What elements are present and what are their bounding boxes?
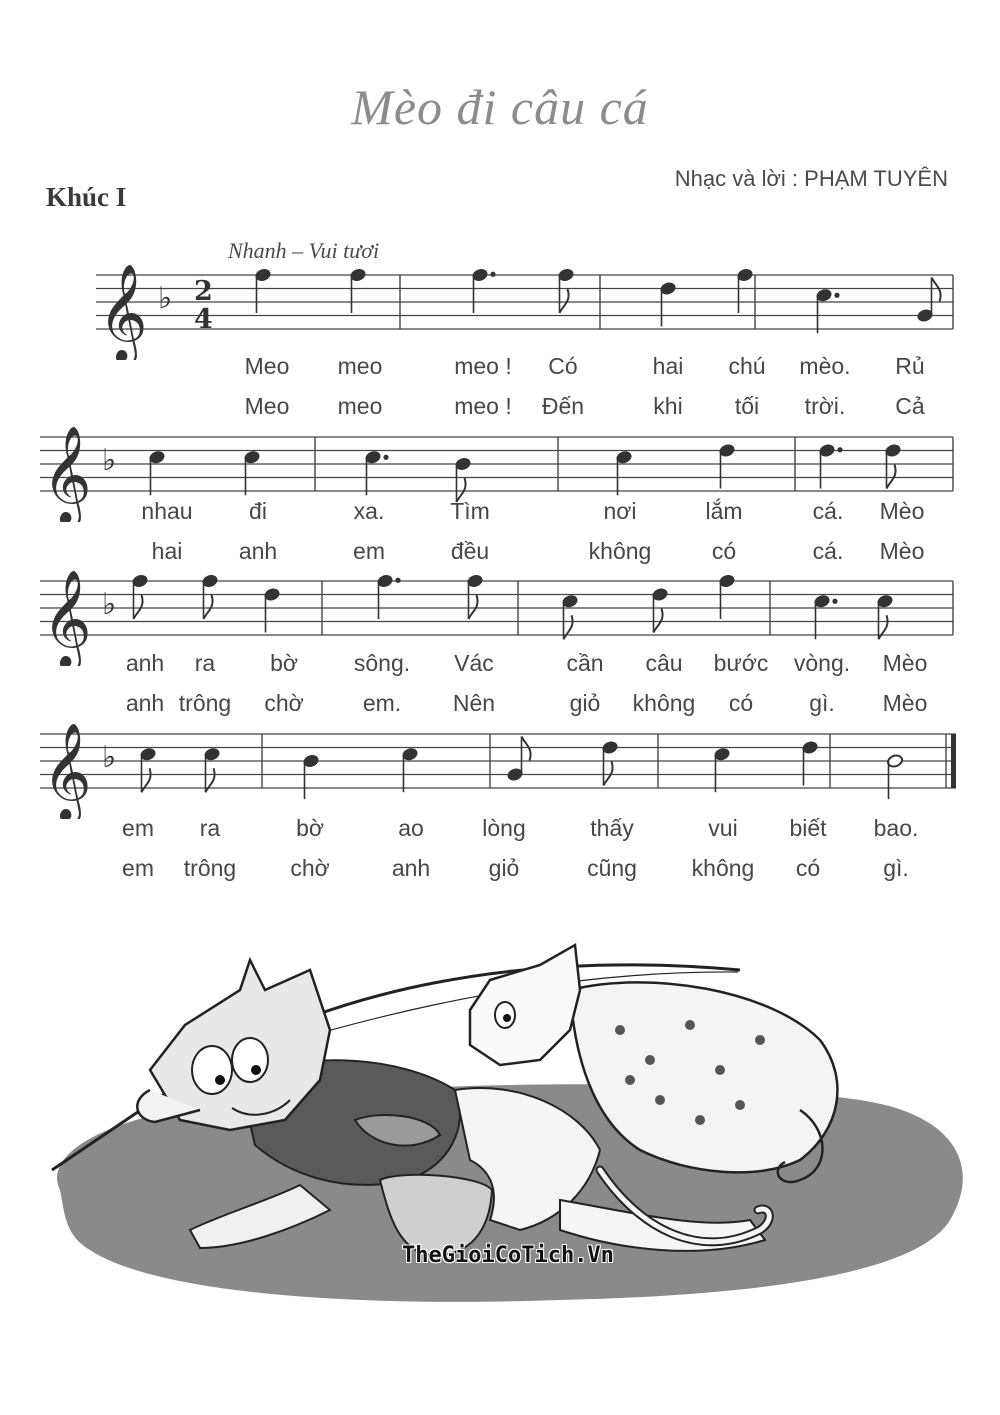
lyric-syllable: chờ: [264, 690, 304, 716]
lyric-syllable: có: [795, 855, 821, 881]
music-note: [401, 747, 418, 792]
note-dot: [834, 293, 839, 298]
music-note: [254, 268, 271, 313]
lyric-syllable: cần: [566, 650, 604, 676]
lyric-syllable: Mèo: [879, 538, 925, 564]
lyric-syllable: Meo: [244, 353, 290, 379]
lyric-syllable: Meo: [244, 393, 290, 419]
music-note: [736, 268, 753, 313]
note-dot: [832, 599, 837, 604]
lyric-syllable: giỏ: [488, 855, 520, 881]
lyric-syllable: có: [728, 690, 754, 716]
music-note: [131, 574, 148, 619]
cats-fishing-illustration: [0, 930, 1000, 1330]
lyric-syllable: sông.: [353, 650, 411, 676]
treble-clef-icon: 𝄞: [42, 569, 92, 666]
note-flag: [469, 595, 478, 619]
note-flag: [560, 289, 569, 313]
music-note: [601, 740, 618, 785]
lyric-syllable: anh: [125, 650, 165, 676]
lyric-syllable: anh: [391, 855, 431, 881]
music-note: [263, 587, 280, 632]
flat-sign-icon: ♭: [102, 443, 117, 478]
lyric-syllable: câu: [645, 650, 683, 676]
lyric-syllable: cũng: [587, 855, 637, 881]
lyric-syllable: hai: [652, 353, 684, 379]
note-flag: [932, 278, 941, 302]
note-flag: [887, 465, 896, 489]
lyric-syllable: em: [122, 815, 154, 841]
music-note: [615, 450, 632, 495]
music-note: [243, 450, 260, 495]
lyric-syllable: có: [711, 538, 737, 564]
time-signature-top: 2: [194, 276, 213, 307]
music-note: [139, 747, 156, 792]
song-title: Mèo đi câu cá: [351, 79, 649, 135]
lyric-syllable: bờ: [270, 650, 298, 676]
music-note: [376, 574, 400, 619]
lyric-syllable: nơi: [603, 498, 637, 524]
lyric-syllable: Mèo: [882, 690, 928, 716]
lyric-syllable: không: [632, 690, 696, 716]
final-bar-line: [951, 734, 956, 788]
lyric-syllable: Tìm: [450, 498, 490, 524]
music-note: [815, 288, 839, 333]
lyric-syllable: Có: [548, 353, 578, 379]
watermark-text: TheGioiCoTich.Vn: [402, 1243, 614, 1268]
lyric-syllable: cá.: [812, 538, 844, 564]
lyric-syllable: em: [122, 855, 154, 881]
music-note: [466, 574, 483, 619]
lyric-syllable: nhau: [141, 498, 193, 524]
lyric-syllable: anh: [238, 538, 278, 564]
lyric-syllable: meo: [337, 393, 383, 419]
note-flag: [522, 737, 531, 761]
music-note: [651, 587, 668, 632]
tempo-marking: Nhanh – Vui tươi: [228, 238, 380, 263]
music-note: [454, 457, 471, 502]
lyric-syllable: em.: [362, 690, 402, 716]
lyric-syllable: không: [691, 855, 755, 881]
lyric-syllable: em: [353, 538, 385, 564]
time-signature-bottom: 4: [194, 304, 213, 335]
music-note: [876, 594, 893, 639]
note-flag: [564, 615, 573, 639]
lyric-syllable: lắm: [705, 498, 743, 524]
lyric-syllable: xa.: [353, 498, 385, 524]
lyric-syllable: khi: [653, 393, 683, 419]
note-flag: [204, 595, 213, 619]
music-note: [561, 594, 578, 639]
music-note: [557, 268, 574, 313]
note-flag: [604, 762, 613, 786]
lyric-syllable: thấy: [590, 815, 634, 841]
note-flag: [654, 609, 663, 633]
lyric-syllable: đều: [450, 538, 490, 564]
flat-sign-icon: ♭: [158, 281, 173, 316]
music-note: [349, 268, 366, 313]
note-dot: [383, 455, 388, 460]
lyric-syllable: Rủ: [895, 353, 925, 379]
cat-head-icon: [470, 945, 580, 1065]
staff-system-4: [0, 709, 1000, 819]
music-note: [364, 450, 388, 495]
music-note: [886, 754, 903, 799]
lyric-syllable: Nên: [452, 690, 496, 716]
lyric-syllable: gì.: [809, 690, 835, 716]
lyric-syllable: meo: [337, 353, 383, 379]
lyric-syllable: giỏ: [569, 690, 601, 716]
lyric-syllable: cá.: [812, 498, 844, 524]
note-flag: [134, 595, 143, 619]
music-note: [713, 747, 730, 792]
lyric-syllable: gì.: [883, 855, 909, 881]
lyric-syllable: hai: [151, 538, 183, 564]
lyric-syllable: bao.: [873, 815, 919, 841]
music-note: [148, 450, 165, 495]
lyric-syllable: chờ: [290, 855, 330, 881]
section-label: Khúc I: [46, 182, 127, 212]
lyric-syllable: đi: [249, 498, 267, 524]
note-flag: [879, 615, 888, 639]
lyric-syllable: vòng.: [793, 650, 851, 676]
music-note: [659, 281, 676, 326]
note-dot: [490, 272, 495, 277]
lyric-syllable: không: [588, 538, 652, 564]
lyric-syllable: meo !: [454, 353, 512, 379]
composer-credit: Nhạc và lời : PHẠM TUYÊN: [674, 166, 948, 191]
note-flag: [142, 768, 151, 792]
lyric-syllable: Vác: [454, 650, 494, 676]
lyric-syllable: Cả: [895, 393, 925, 419]
music-note: [718, 443, 735, 488]
flat-sign-icon: ♭: [102, 587, 117, 622]
lyric-syllable: vui: [708, 815, 738, 841]
music-note: [471, 268, 495, 313]
lyric-syllable: mèo.: [799, 353, 851, 379]
lyric-syllable: ao: [398, 815, 424, 841]
flat-sign-icon: ♭: [102, 740, 117, 775]
lyric-syllable: trông: [183, 855, 237, 881]
lyric-syllable: bước: [713, 650, 769, 676]
lyric-syllable: lòng: [482, 815, 526, 841]
lyric-syllable: biết: [789, 815, 827, 841]
note-dot: [837, 447, 842, 452]
music-note: [201, 574, 218, 619]
lyric-syllable: trông: [178, 690, 232, 716]
note-dot: [395, 578, 400, 583]
lyric-syllable: meo !: [454, 393, 512, 419]
treble-clef-icon: 𝄞: [98, 263, 148, 360]
music-note: [884, 443, 901, 488]
lyric-syllable: anh: [125, 690, 165, 716]
lyric-syllable: tối: [734, 393, 760, 419]
lyric-syllable: ra: [194, 650, 216, 676]
music-note: [203, 747, 220, 792]
lyric-syllable: chú: [728, 353, 766, 379]
note-flag: [206, 768, 215, 792]
lyric-syllable: Mèo: [882, 650, 928, 676]
music-note: [718, 574, 735, 619]
music-note: [813, 594, 837, 639]
treble-clef-icon: 𝄞: [42, 722, 92, 819]
lyric-syllable: bờ: [296, 815, 324, 841]
lyric-syllable: Đến: [541, 393, 585, 419]
music-note: [801, 740, 818, 785]
music-note: [302, 754, 319, 799]
treble-clef-icon: 𝄞: [42, 425, 92, 522]
lyric-syllable: ra: [199, 815, 221, 841]
lyric-syllable: Mèo: [879, 498, 925, 524]
music-note: [818, 443, 842, 488]
staff-system-1: [0, 250, 1000, 360]
lyric-syllable: trời.: [804, 393, 846, 419]
